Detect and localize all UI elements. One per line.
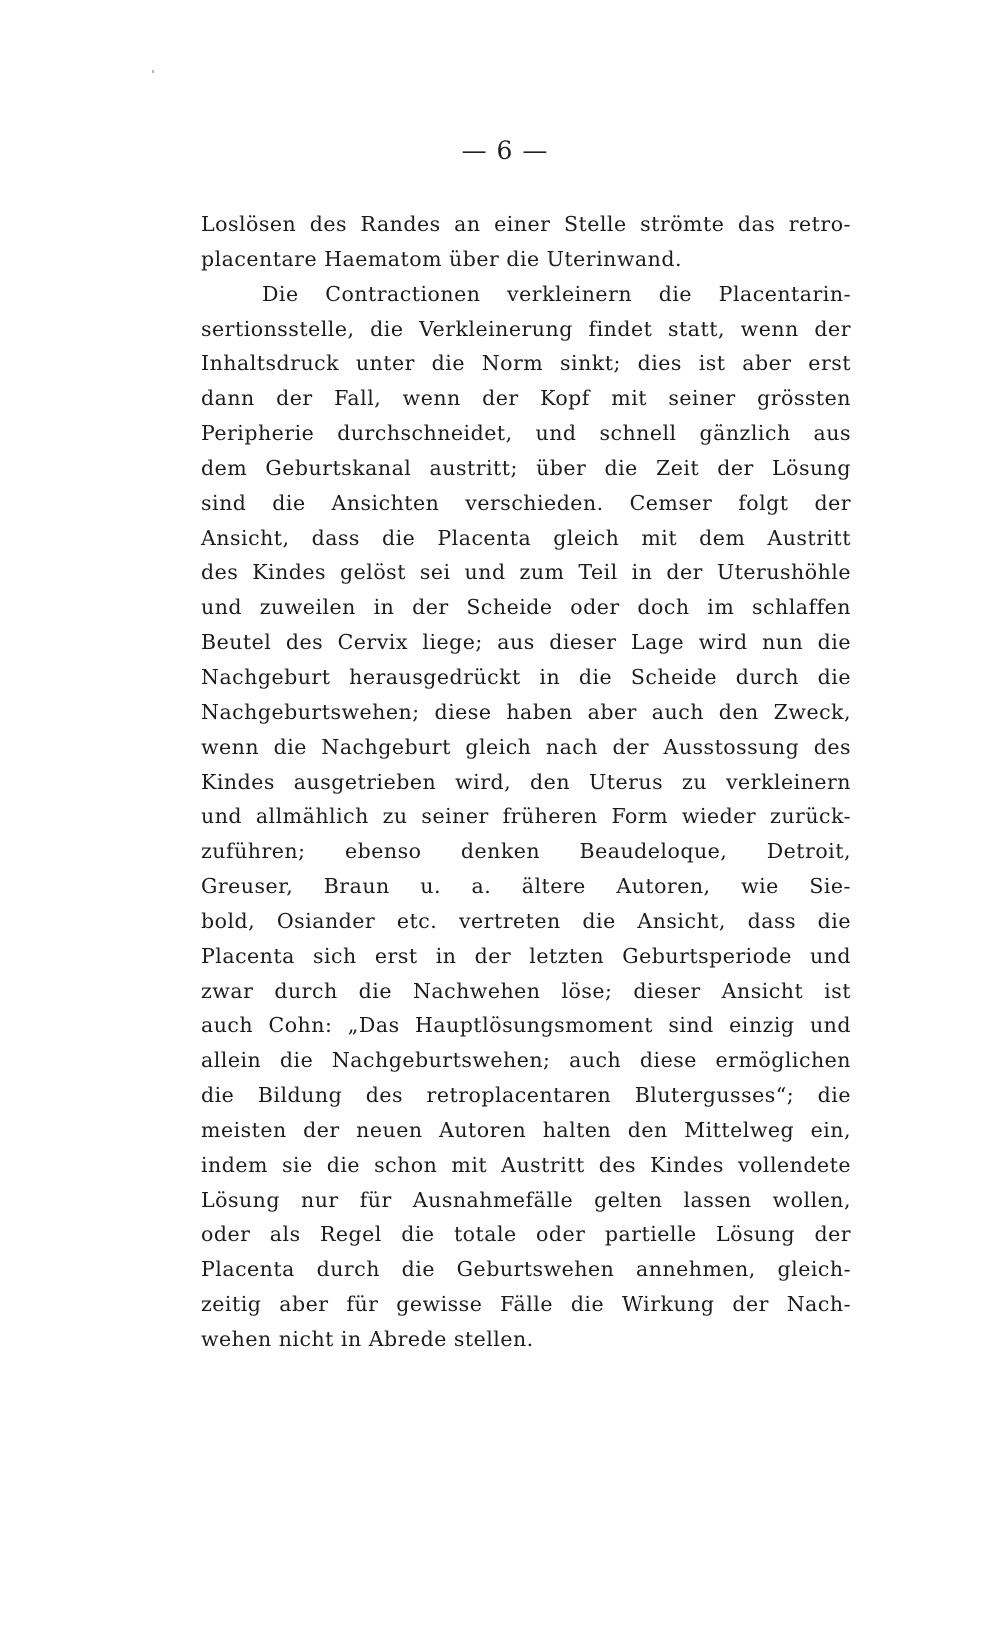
text-line: sind die Ansichten verschieden. Cemser folgt der [201, 490, 851, 515]
text-line: Kindes ausgetrieben wird, den Uterus zu verkleinern [201, 769, 851, 794]
text-line: Ansicht, dass die Placenta gleich mit dem Austritt [201, 525, 851, 550]
text-line: sertionsstelle, die Verkleinerung findet statt, wenn der [201, 316, 851, 341]
text-line: Loslösen des Randes an einer Stelle strömte das retro- [201, 212, 851, 236]
text-line: zuführen; ebenso denken Beaudeloque, Detroit, [201, 839, 851, 864]
text-line: zwar durch die Nachwehen löse; dieser Ansicht ist [201, 978, 851, 1003]
page-number: — 6 — [461, 136, 549, 165]
text-line: Greuser, Braun u. a. ältere Autoren, wie Sie- [201, 874, 851, 899]
text-line: Beutel des Cervix liege; aus dieser Lage wird nun die [201, 630, 851, 655]
text-line: wehen nicht in Abrede stellen. [201, 1327, 534, 1351]
body-paragraphs [201, 207, 851, 1357]
text-line: Nachgeburt herausgedrückt in die Scheide durch die [201, 664, 851, 689]
text-line: Placenta durch die Geburtswehen annehmen, gleich- [201, 1257, 851, 1282]
text-line: bold, Osiander etc. vertreten die Ansicht, dass die [201, 908, 851, 933]
text-line: des Kindes gelöst sei und zum Teil in der Uterushöhle [201, 560, 851, 585]
text-line: meisten der neuen Autoren halten den Mittelweg ein, [201, 1117, 851, 1142]
paper-speck [152, 70, 154, 73]
text-line: placentare Haematom über die Uterinwand. [201, 246, 682, 271]
text-line: Lösung nur für Ausnahmefälle gelten lassen wollen, [201, 1187, 851, 1212]
text-line: allein die Nachgeburtswehen; auch diese ermöglichen [201, 1048, 851, 1073]
text-line: und allmählich zu seiner früheren Form wieder zurück- [201, 804, 851, 829]
text-line: Placenta sich erst in der letzten Geburtsperiode und [201, 943, 851, 968]
text-line: auch Cohn: „Das Hauptlösungsmoment sind einzig und [201, 1013, 851, 1038]
text-line: Die Contractionen verkleinern die Placentarin- [262, 281, 851, 306]
text-line: und zuweilen in der Scheide oder doch im schlaffen [201, 595, 851, 620]
text-line: Inhaltsdruck unter die Norm sinkt; dies ist aber erst [201, 351, 851, 376]
text-line: Peripherie durchschneidet, und schnell gänzlich aus [201, 421, 851, 446]
text-line: indem sie die schon mit Austritt des Kindes vollendete [201, 1152, 851, 1177]
text-line: Nachgeburtswehen; diese haben aber auch den Zweck, [201, 699, 851, 724]
text-line: dann der Fall, wenn der Kopf mit seiner grössten [201, 386, 851, 411]
text-line: dem Geburtskanal austritt; über die Zeit der Lösung [201, 455, 851, 480]
text-line: zeitig aber für gewisse Fälle die Wirkung der Nach- [201, 1292, 851, 1317]
text-line: oder als Regel die totale oder partielle Lösung der [201, 1222, 851, 1247]
text-line: wenn die Nachgeburt gleich nach der Ausstossung des [201, 734, 851, 759]
text-line: die Bildung des retroplacentaren Blutergusses“; die [201, 1083, 851, 1108]
